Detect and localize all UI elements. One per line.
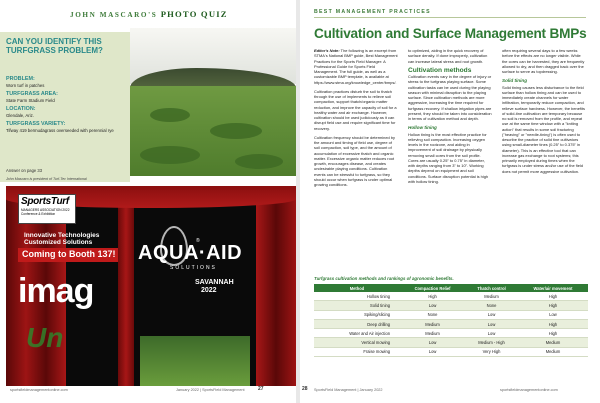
editors-note-label: Editor's Note: [314, 48, 340, 53]
aqua-aid-logo: AQUA·AID [138, 242, 243, 264]
table-cell: Hollow tining [314, 292, 400, 301]
location-value: Glendale, Ariz. [6, 113, 34, 118]
quiz-sidebar [0, 32, 130, 182]
event-city: SAVANNAH [195, 279, 234, 286]
table-header-row [314, 284, 588, 292]
table-cell: None [465, 301, 518, 310]
table-cell: None [400, 310, 465, 319]
table-row [314, 310, 588, 319]
table-row [314, 319, 588, 328]
table-cell: Low [518, 310, 588, 319]
table-cell: Solid tining [314, 301, 400, 310]
area-value: State Farm Stadium Field [6, 98, 55, 103]
photo-quiz-header: JOHN MASCARO'S PHOTO QUIZ [70, 9, 228, 19]
table-cell: Spiking/slicing [314, 310, 400, 319]
table-row [314, 301, 588, 310]
table-cell: Water and Air injection [314, 329, 400, 338]
variety-label: TURFGRASS VARIETY: [6, 121, 66, 127]
section-header: BEST MANAGEMENT PRACTICES [314, 9, 431, 15]
cultivation-table [314, 284, 588, 357]
table-cell: Medium [400, 319, 465, 328]
left-page-number: 27 [258, 386, 264, 392]
table-cell: Low [400, 338, 465, 347]
subhead-cultivation-methods: Cultivation methods [408, 66, 472, 74]
quiz-title: CAN YOU IDENTIFY THIS TURFGRASS PROBLEM? [6, 37, 103, 55]
article-column-3 [502, 48, 586, 178]
table-cell: Vertical mowing [314, 338, 400, 347]
table-cell: Medium - High [465, 338, 518, 347]
article-title: Cultivation and Surface Management BMPs [314, 26, 587, 41]
table-cell: Low [465, 310, 518, 319]
right-footer-issue: SportsField Management | January 2022 [314, 388, 383, 392]
paragraph: to optimized, aiding in the quick recovery of surface density. If done improperly, cultivation can increase lateral stress and root growth. [408, 48, 488, 64]
table-header: Method [314, 284, 400, 292]
table-cell: High [518, 292, 588, 301]
conference-label: MANAGERS ASSOCIATION 2022 Conference & Exhibition [21, 208, 70, 216]
table-cell: Low [400, 347, 465, 356]
table-row [314, 329, 588, 338]
paragraph: Hollow tining is the most effective practice for relieving soil compaction. Increasing oxygen levels in the rootzone, and aiding in improvement of soil drainage by physically removing small cores from the soil profile. Cores are usually 0.25" to 0.75" in diameter, with depths ranging from 3" to 10". Working depths depend on equipment and soil conditions. Surface disruption potential is high with hollow tining. [408, 131, 489, 184]
subhead-hollow-tining: Hollow tining [408, 125, 437, 131]
subhead-solid-tining: Solid tining [502, 78, 528, 84]
article-column-1 [314, 48, 398, 191]
stadium-field-photo [130, 28, 296, 176]
sportsturf-logo: SportsTurf [21, 196, 69, 207]
area-label: TURFGRASS AREA: [6, 91, 58, 97]
solutions-label: SOLUTIONS [170, 265, 217, 271]
table-cell: Medium [518, 347, 588, 356]
left-footer-issue: January 2022 | SportsField Management [176, 388, 245, 392]
table-cell: Deep drilling [314, 319, 400, 328]
paragraph: Solid tining causes less disturbance to the field surface than hollow tining and can be used to immediately create channels for water infiltration, temporarily reduce compaction, and relieve surface hardness. However, the benefits of solid-tine cultivation are temporary because no soil is removed from the profile, and repeat use at the same time window with a "kniting action" that results in some soil fracturing ("heaving" or "needle-tining") is often used to describe the practice of solid tine cultivators using small-diameter tines (0.25" to 0.375" in diameter). This is an effective tool that can increase gas exchange to root systems; this primarily employed during times when the turfgrass is under stress and/or use of the field does not permit more aggressive cultivation. [502, 84, 585, 174]
table-cell: Fraise mowing [314, 347, 400, 356]
variety-value: Tifway 419 bermudagrass overseeded with perennial rye [6, 128, 114, 133]
table-cell: Low [400, 301, 465, 310]
right-page [300, 0, 600, 403]
right-page-number: 28 [302, 386, 308, 392]
editors-note-text: The following is an excerpt from STMA's National BMP guide, Best Management Practices for the Sports Field Manager: A Professional Guide for Sports Field Management. The full guide, as well as a customizable BMP template, is available at https://www.stma.org/knowledge_center/bmps/. [314, 48, 398, 85]
paragraph: Cultivation frequency should be determined by the amount and timing of field use, degree of soil compaction, soil type, and the amount of accumulation of excessive thatch and organic matter. Excessive organic matter reduces root growth, encourages disease, and creates undesirable playing conditions. Cultivation events can be stressful to turfgrass, so they should occur when turfgrass is under optimal growing conditions. [314, 134, 395, 187]
table-cell: High [518, 301, 588, 310]
table-cell: High [518, 319, 588, 328]
table-cell: Low [465, 329, 518, 338]
header-rule [314, 17, 586, 18]
problem-value: Worn turf in patches [6, 83, 45, 88]
table-header: Compaction Relief [400, 284, 465, 292]
answer-note: Answer on page 33 [6, 168, 43, 173]
table-cell: Medium [518, 338, 588, 347]
paragraph: Cultivation events vary in the degree of injury or stress to the turfgrass playing surface. Some cultivation tasks can be used during the playing season with minimal disruption to the playing surface. Since cultivation methods are more aggressive, increasing the time required for turfgrass recovery. If shallow irrigation pipes are present, they should be taken into consideration in terms of cultivation method and depth. [408, 74, 492, 121]
table-cell: Very High [465, 347, 518, 356]
registered-mark: ® [196, 238, 200, 244]
table-row [314, 347, 588, 356]
table-row [314, 292, 588, 301]
table-caption: Turfgrass cultivation methods and rankings of agronomic benefits. [314, 276, 454, 281]
table-cell: Medium [400, 329, 465, 338]
table-row [314, 338, 588, 347]
left-page [0, 0, 296, 403]
table-cell: High [518, 329, 588, 338]
event-year: 2022 [201, 287, 217, 294]
ad-headline-word: imag [18, 272, 94, 310]
table-cell: Low [465, 319, 518, 328]
right-footer-url: sportsfieldmanagementonline.com [500, 388, 558, 392]
location-label: LOCATION: [6, 106, 36, 112]
ad-tagline: Innovative Technologies Customized Solutions [24, 232, 100, 247]
ad-green-word: Un [26, 322, 64, 353]
booth-banner: Coming to Booth 137! [18, 248, 118, 262]
left-footer-url: sportsfieldmanagementonline.com [10, 388, 68, 392]
article-column-2 [408, 48, 492, 188]
table-header: Thatch control [465, 284, 518, 292]
table-cell: Medium [465, 292, 518, 301]
table-cell: High [400, 292, 465, 301]
author-credit: John Mascaro is president of Turf-Tec International [6, 177, 87, 181]
paragraph: often requiring several days to a few weeks before the effects are no longer visible. While the cores can be harvested, they are frequently allowed to dry, and then dragged back over the surface to serve as topdressing. [502, 48, 585, 74]
advertisement [0, 186, 296, 386]
table-header: Water/air movement [518, 284, 588, 292]
problem-label: PROBLEM: [6, 76, 35, 82]
paragraph: Cultivation practices disturb the soil to thatch through the use of implements to relieve soil compaction, support thatch/organic matter reduction, and improve the capacity of soil for a healthy water and air exchange. However, cultivation should be used judiciously as it can disrupt field use and require significant time for recovery. [314, 88, 397, 131]
